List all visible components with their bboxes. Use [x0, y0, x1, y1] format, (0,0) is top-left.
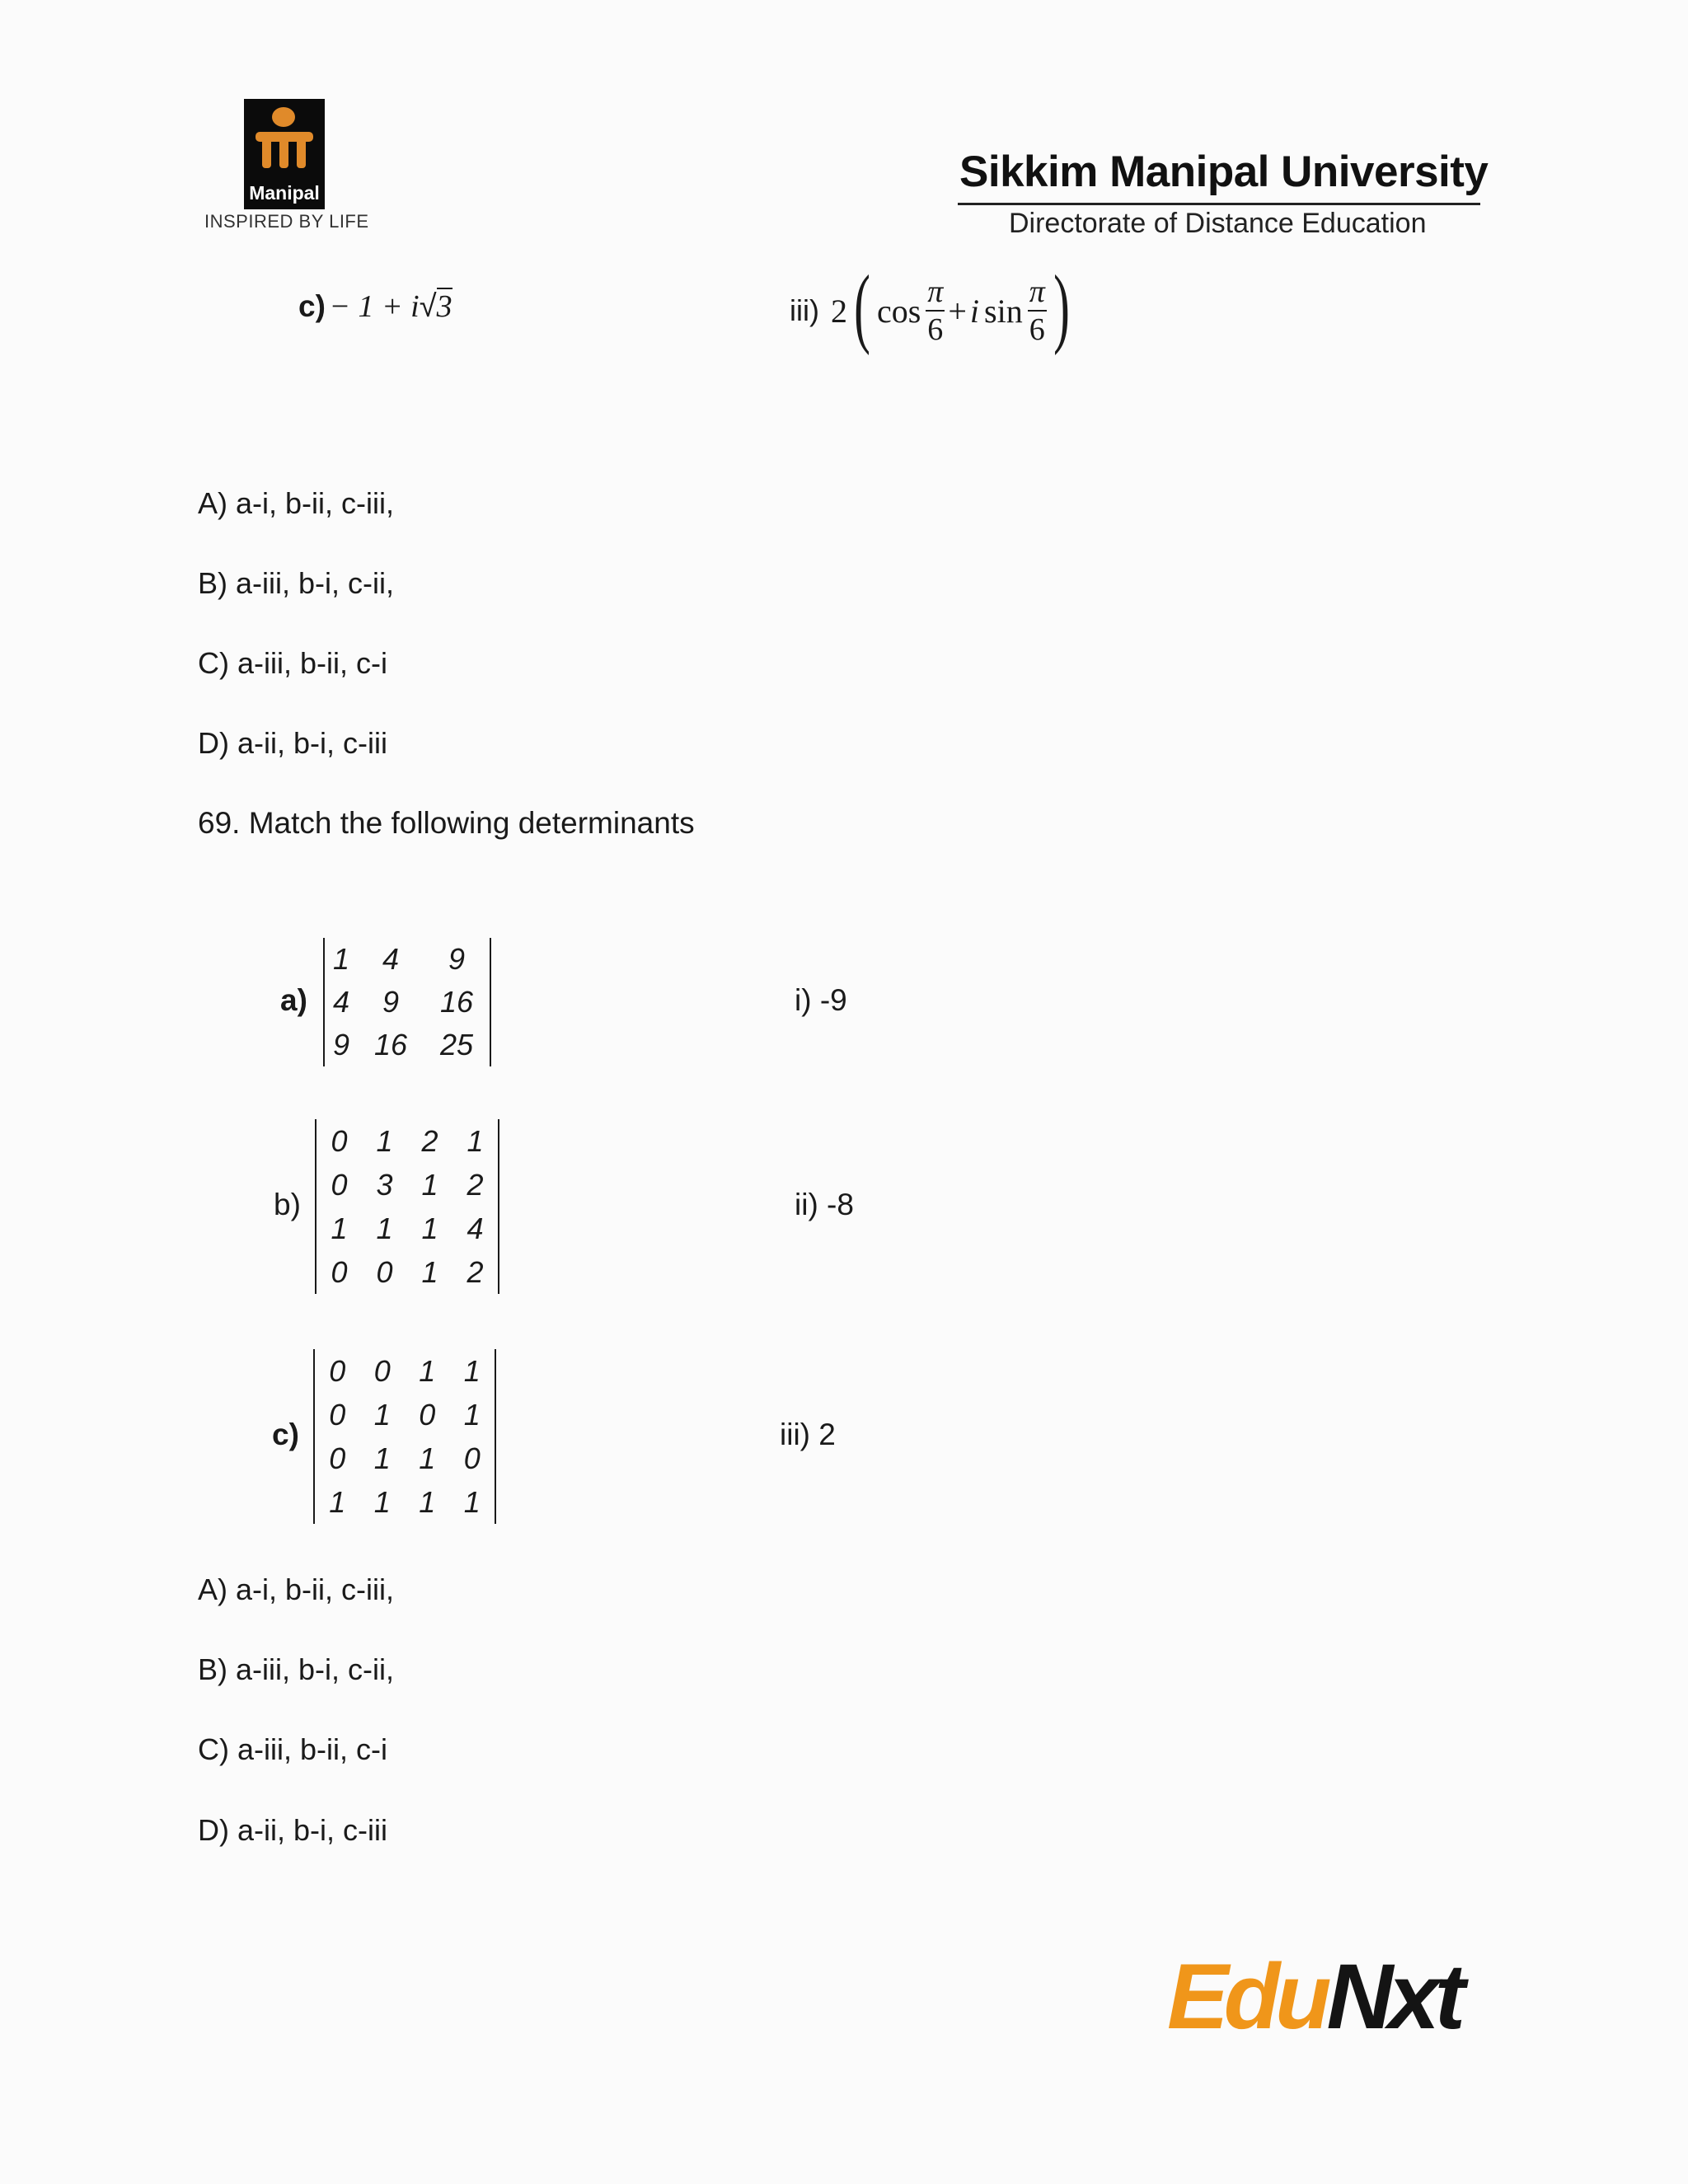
option-b: B) a-iii, b-i, c-ii,: [198, 1652, 395, 1686]
det-cell: 2: [421, 1123, 438, 1158]
det-c-answer: iii) 2: [780, 1418, 836, 1451]
det-cell: 0: [331, 1254, 348, 1289]
det-cell: 4: [332, 985, 350, 1019]
expr-cos: cos: [876, 292, 921, 330]
fraction-sin: [1028, 276, 1047, 345]
det-cell: 1: [421, 1167, 438, 1202]
det-cell: 0: [419, 1397, 436, 1432]
fraction-cos: [926, 276, 945, 345]
det-cell: 1: [329, 1484, 346, 1519]
logo-tagline: INSPIRED BY LIFE: [204, 211, 369, 232]
determinant-a: [323, 938, 491, 1066]
det-cell: 3: [376, 1167, 393, 1202]
det-cell: 1: [373, 1397, 391, 1432]
det-cell: 4: [467, 1211, 484, 1245]
option-c: C) a-iii, b-ii, c-i: [198, 1732, 387, 1766]
det-cell: 0: [373, 1353, 391, 1388]
det-cell: 16: [373, 1028, 408, 1062]
edunxt-logo-nxt: Nxt: [1326, 1945, 1461, 2048]
expr-radicand: 3: [436, 289, 452, 324]
item-label: c): [298, 289, 326, 323]
option-a: A) a-i, b-ii, c-iii,: [198, 486, 395, 520]
complex-answer-iii: [790, 258, 1076, 356]
det-cell: 0: [376, 1254, 393, 1289]
det-cell: 16: [439, 985, 474, 1019]
det-cell: 2: [467, 1167, 484, 1202]
directorate-subtitle: Directorate of Distance Education: [1009, 208, 1427, 239]
option-b: B) a-iii, b-i, c-ii,: [198, 566, 395, 600]
university-title: Sikkim Manipal University: [959, 148, 1489, 196]
det-cell: 1: [419, 1484, 436, 1519]
det-b-label: b): [274, 1188, 301, 1221]
option-c: C) a-iii, b-ii, c-i: [198, 646, 387, 680]
det-cell: 0: [329, 1397, 346, 1432]
det-cell: 9: [332, 1028, 350, 1062]
option-d: D) a-ii, b-i, c-iii: [198, 1813, 387, 1847]
option-a: A) a-i, b-ii, c-iii,: [198, 1572, 395, 1606]
det-b-answer: ii) -8: [795, 1188, 854, 1221]
det-cell: 1: [421, 1254, 438, 1289]
right-paren: ): [1053, 258, 1070, 356]
complex-item-c: [298, 288, 452, 325]
det-cell: 1: [463, 1353, 481, 1388]
det-cell: 25: [439, 1028, 474, 1062]
det-cell: 1: [419, 1441, 436, 1475]
edunxt-logo: [1167, 1943, 1461, 2050]
expr-plus: +: [948, 292, 967, 330]
det-cell: 1: [331, 1211, 348, 1245]
expr-sin: sin: [984, 292, 1023, 330]
det-cell: 1: [332, 942, 350, 976]
det-cell: 9: [382, 985, 399, 1019]
det-cell: 1: [373, 1441, 391, 1475]
det-cell: 2: [467, 1254, 484, 1289]
det-cell: 0: [331, 1123, 348, 1158]
det-cell: 1: [376, 1123, 393, 1158]
left-paren: (: [854, 258, 870, 356]
edunxt-logo-edu: Edu: [1167, 1945, 1327, 2048]
det-a-label: a): [280, 983, 307, 1017]
title-divider: [958, 203, 1480, 205]
determinant-c: [313, 1349, 496, 1524]
det-cell: 1: [463, 1484, 481, 1519]
option-d: D) a-ii, b-i, c-iii: [198, 726, 387, 760]
fraction-den: 6: [1029, 312, 1045, 347]
det-cell: 1: [463, 1397, 481, 1432]
sqrt-icon: √: [419, 289, 437, 324]
det-cell: 0: [329, 1353, 346, 1388]
det-cell: 1: [421, 1211, 438, 1245]
expr-i: i: [969, 292, 980, 330]
det-c-label: c): [272, 1418, 299, 1451]
expr-minus-one: − 1 +: [329, 289, 411, 324]
fraction-num: π: [926, 276, 945, 312]
question-69-title: 69. Match the following determinants: [198, 806, 695, 840]
det-cell: 1: [419, 1353, 436, 1388]
det-cell: 1: [373, 1484, 391, 1519]
det-cell: 9: [448, 942, 465, 976]
det-cell: 4: [382, 942, 399, 976]
det-cell: 1: [376, 1211, 393, 1245]
manipal-logo: [244, 99, 325, 209]
det-cell: 0: [463, 1441, 481, 1475]
answer-label: iii): [790, 293, 819, 327]
det-cell: 0: [329, 1441, 346, 1475]
expr-i: i: [410, 289, 420, 324]
logo-name: Manipal: [249, 182, 320, 204]
fraction-num: π: [1028, 276, 1047, 312]
fraction-den: 6: [927, 312, 944, 347]
expr-coef: 2: [830, 292, 847, 330]
determinant-b: [315, 1119, 499, 1294]
det-cell: 0: [331, 1167, 348, 1202]
det-cell: 1: [467, 1123, 484, 1158]
manipal-emblem-icon: [244, 99, 325, 178]
det-a-answer: i) -9: [795, 983, 847, 1017]
